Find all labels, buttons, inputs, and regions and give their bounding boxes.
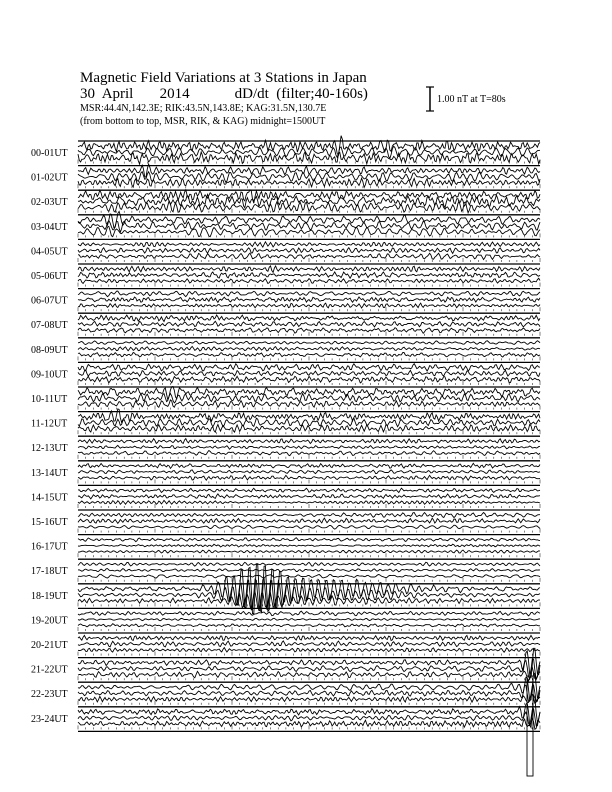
hour-label: 16-17UT — [31, 541, 68, 553]
trace-rik — [78, 569, 540, 572]
trace-kag — [78, 341, 540, 345]
hour-label: 23-24UT — [31, 713, 68, 725]
hour-label: 05-06UT — [31, 271, 68, 282]
trace-msr — [78, 648, 540, 653]
date-month: April — [101, 86, 134, 102]
scale-label: 1.00 nT at T=80s — [437, 94, 506, 105]
hour-label: 19-20UT — [31, 615, 68, 627]
hour-label: 07-08UT — [31, 320, 68, 332]
trace-rik — [78, 321, 540, 327]
trace-kag — [78, 315, 540, 322]
hour-label: 11-12UT — [31, 418, 68, 430]
trace-kag — [78, 136, 540, 155]
trace-msr — [78, 624, 540, 627]
hour-label: 08-09UT — [31, 344, 68, 356]
trace-kag — [78, 463, 540, 468]
trace-rik — [78, 272, 540, 278]
trace-msr — [78, 353, 540, 358]
hour-label: 22-23UT — [31, 689, 68, 701]
trace-rik — [78, 641, 540, 647]
trace-rik — [78, 346, 540, 351]
date-day: 30 — [80, 86, 95, 102]
trace-msr — [78, 525, 540, 529]
hour-label: 00-01UT — [31, 148, 68, 159]
trace-rik — [78, 445, 540, 449]
trace-rik — [78, 544, 540, 547]
hour-label: 02-03UT — [31, 197, 68, 209]
trace-kag — [78, 611, 540, 616]
trace-kag — [78, 242, 540, 247]
stations-line: MSR:44.4N,142.3E; RIK:43.5N,143.8E; KAG:31.5N,130.7E — [80, 103, 327, 114]
trace-kag — [78, 635, 540, 640]
hour-label: 01-02UT — [31, 172, 68, 184]
trace-rik — [78, 494, 540, 499]
hour-label: 15-16UT — [31, 517, 68, 528]
trace-kag — [78, 488, 540, 492]
trace-kag — [78, 538, 540, 542]
order-note: (from bottom to top, MSR, RIK, & KAG) — [80, 116, 248, 127]
hour-label: 20-21UT — [31, 640, 68, 651]
chart-title: Magnetic Field Variations at 3 Stations in Japan — [80, 70, 367, 86]
quantity-label: dD/dt — [234, 86, 269, 102]
trace-rik — [78, 518, 540, 523]
filter-label: (filter;40-160s) — [276, 86, 368, 102]
trace-rik — [78, 297, 540, 303]
trace-kag — [78, 409, 540, 423]
hour-label: 10-11UT — [31, 394, 68, 405]
trace-rik — [78, 248, 540, 254]
hour-label: 13-14UT — [31, 467, 68, 479]
midnight-note: midnight=1500UT — [250, 116, 326, 127]
trace-rik — [78, 618, 540, 621]
trace-kag — [78, 211, 540, 227]
hour-label: 14-15UT — [31, 492, 68, 504]
hour-label: 06-07UT — [31, 295, 68, 307]
trace-kag — [78, 266, 540, 273]
hour-label: 12-13UT — [31, 443, 68, 455]
trace-rik — [78, 394, 540, 403]
trace-rik — [78, 370, 540, 377]
trace-rik — [78, 470, 540, 474]
hour-label: 03-04UT — [31, 221, 68, 233]
trace-msr — [78, 574, 540, 578]
hour-label: 18-19UT — [31, 590, 68, 602]
trace-kag — [78, 364, 540, 371]
trace-kag — [78, 291, 540, 297]
date-year: 2014 — [159, 86, 190, 102]
trace-kag — [78, 562, 540, 566]
trace-kag — [78, 513, 540, 518]
trace-kag — [78, 439, 540, 444]
trace-msr — [78, 550, 540, 553]
hour-label: 17-18UT — [31, 566, 68, 578]
hour-label: 04-05UT — [31, 246, 68, 258]
hour-label: 09-10UT — [31, 369, 68, 381]
trace-msr — [78, 500, 540, 504]
hour-label: 21-22UT — [31, 664, 68, 676]
